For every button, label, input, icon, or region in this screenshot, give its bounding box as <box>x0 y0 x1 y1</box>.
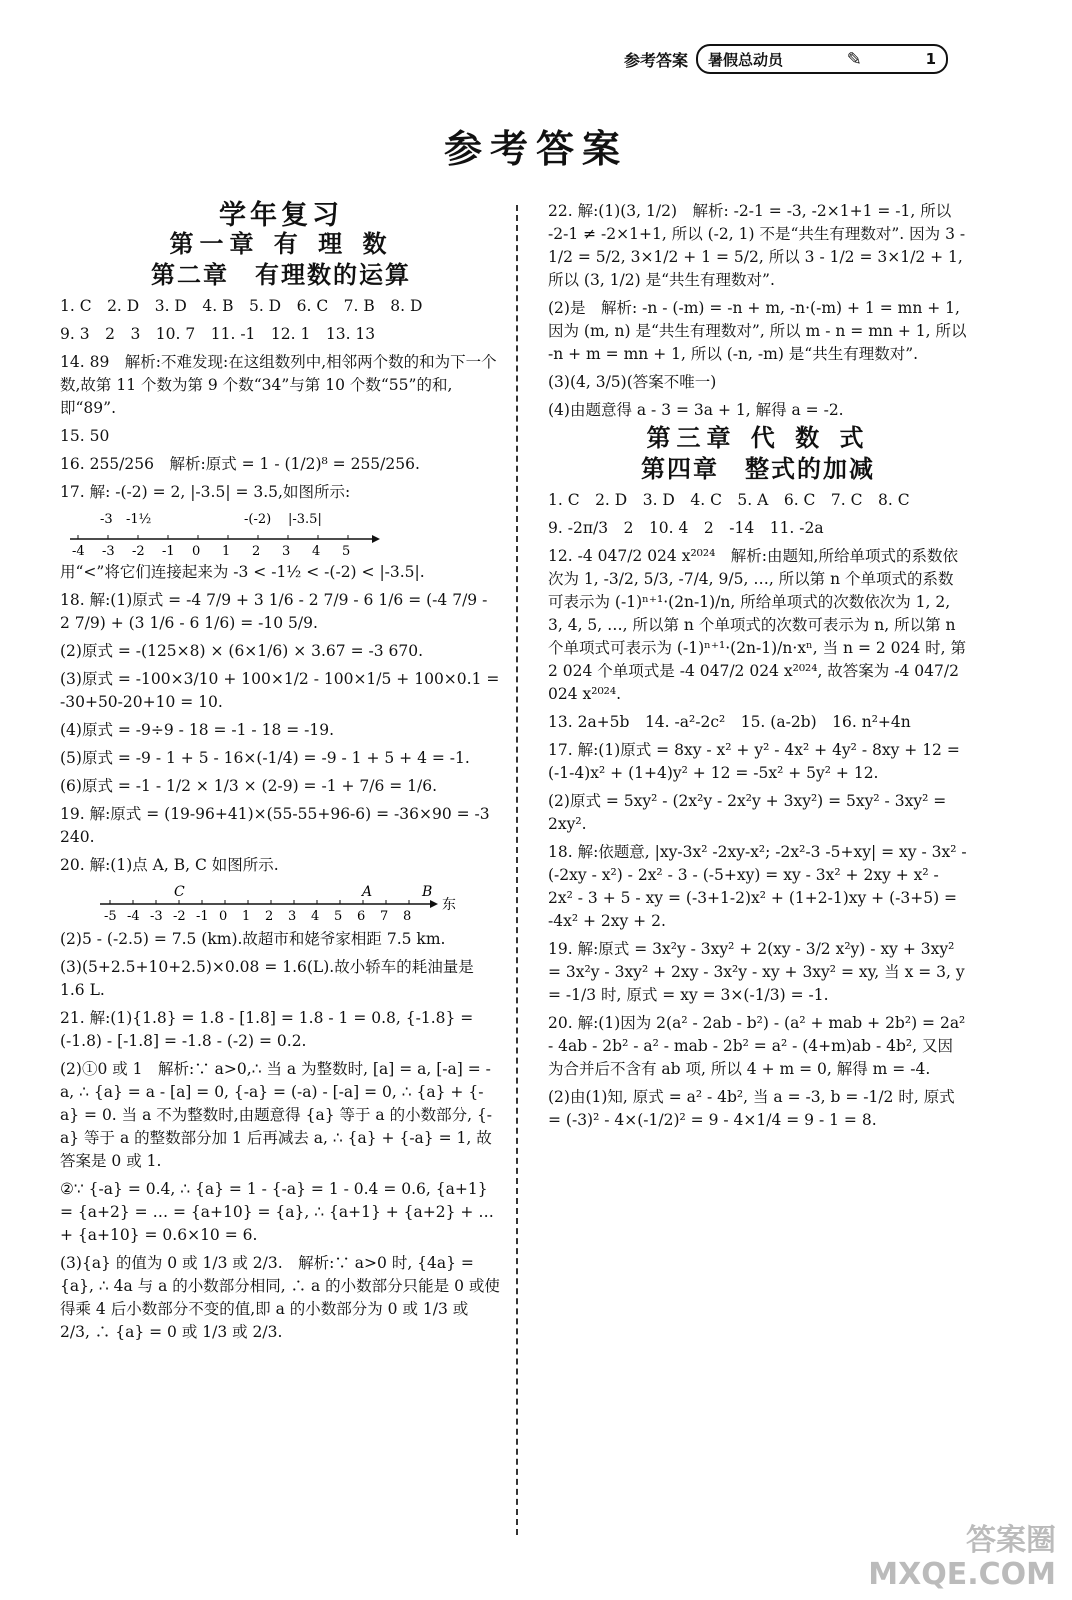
answer-line: 18. 解:(1)原式 = -4 7/9 + 3 1/6 - 2 7/9 - 6 1/6 = (-4 7/9 - 2 7/9) + (3 1/6 - 6 1/6) = -10 5/9. <box>60 591 488 632</box>
answer-line: 1. C 2. D 3. D 4. B 5. D 6. C 7. B 8. D <box>60 297 423 315</box>
tick-label: 4 <box>311 909 320 924</box>
answer-line: (2)①0 或 1 解析:∵ a>0,∴ 当 a 为整数时, [a] = a, [-a] = -a, ∴ {a} = a - [a] = 0, {-a} = (-a) - [-a] = 0, ∴ {a} + {-a} = 0. 当 a 不为整数时,由题意得 {a} 等于 a 的小数部分, {-a} 等于 a 的整数部分加 1 后再减去 a, ∴ {a} + {-a} = 1, 故答案是 0 或 1. <box>60 1060 493 1170</box>
chapter-2-heading: 第二章 有理数的运算 <box>151 261 411 289</box>
answer-line: 18. 解:依题意, |xy-3x² -2xy-x²; -2x²-3 -5+xy| = xy - 3x² - (-2xy - x²) - 2x² - 3 - (-5+xy) = xy - 3x² + 2xy + x² - 2x² - 3 + 5 - xy = (-3+1-2)x² + (1+2-1)xy + (-3+5) = -4x² + 2xy + 2. <box>548 843 967 930</box>
left-column <box>60 200 502 1349</box>
answer-line: ②∵ {-a} = 0.4, ∴ {a} = 1 - {-a} = 1 - 0.4 = 0.6, {a+1} = {a+2} = … = {a+10} = {a}, ∴ {a+1} + {a+2} + … + {a+10} = 0.6×10 = 6. <box>60 1180 494 1244</box>
answer-line: (2)由(1)知, 原式 = a² - 4b², 当 a = -3, b = -1/2 时, 原式 = (-3)² - 4×(-1/2)² = 9 - 4×1/4 = 9 - 1 = 8. <box>548 1088 955 1129</box>
right-column <box>548 200 968 1137</box>
tick-label: -4 <box>72 544 85 559</box>
answer-line: (2)5 - (-2.5) = 7.5 (km).故超市和姥爷家相距 7.5 km. <box>60 930 446 948</box>
answer-line: (2)原式 = 5xy² - (2x²y - 2x²y + 3xy²) = 5xy² - 3xy² = 2xy². <box>548 792 947 833</box>
chapter-3-heading: 第三章 代 数 式 <box>646 424 870 452</box>
point-b-label: B <box>422 884 433 900</box>
watermark-line-2: MXQE.COM <box>868 1557 1056 1592</box>
answer-line: 19. 解:原式 = (19-96+41)×(55-55+96-6) = -36×90 = -3 240. <box>60 805 490 846</box>
header-answer-label: 参考答案 <box>624 50 689 70</box>
answer-line: 16. 255/256 解析:原式 = 1 - (1/2)⁸ = 255/256. <box>60 455 420 473</box>
answer-line: 20. 解:(1)因为 2(a² - 2ab - b²) - (a² + mab + 2b²) = 2a² - 4ab - 2b² - a² - mab - 2b² = a² - (4+m)ab - 4b², 又因为合并后不含有 ab 项, 所以 4 + m = 0, 解得 m = -4. <box>548 1014 966 1078</box>
tick-label: -5 <box>104 909 117 924</box>
number-line-1-svg <box>60 509 380 561</box>
tick-label: -3 <box>102 544 115 559</box>
answer-line: 20. 解:(1)点 A, B, C 如图所示. <box>60 856 279 874</box>
tick-label: -2 <box>132 544 145 559</box>
point-a-label: A <box>362 884 373 900</box>
tick-label: 0 <box>219 909 228 924</box>
tick-label: -1 <box>162 544 175 559</box>
nl1-label-abs35: |-3.5| <box>288 512 322 527</box>
answer-line: 13. 2a+5b 14. -a²-2c² 15. (a-2b) 16. n²+4n <box>548 713 911 731</box>
page-header <box>624 44 948 74</box>
answer-line: 12. -4 047/2 024 x²⁰²⁴ 解析:由题知,所给单项式的系数依次为 1, -3/2, 5/3, -7/4, 9/5, …, 所以第 n 个单项式的系数可表示为 (-1)ⁿ⁺¹·(2n-1)/n, 所给单项式的次数依次为 1, 2, 3, 4, 5, …, 所以第 n 个单项式的次数可表示为 n, 所以第 n 个单项式可表示为 (-1)ⁿ⁺¹·(2n-1)/n·xⁿ, 当 n = 2 024 时, 第 2 024 个单项式是 -4 047/2 024 x²⁰²⁴, 故答案为 -4 047/2 024 x²⁰²⁴. <box>548 547 967 703</box>
tick-label: 2 <box>252 544 261 559</box>
number-line-2-svg <box>60 882 460 928</box>
tick-label: 2 <box>265 909 274 924</box>
answer-line: (3)(4, 3/5)(答案不唯一) <box>548 373 717 391</box>
point-c-label: C <box>174 884 185 900</box>
answer-line: (6)原式 = -1 - 1/2 × 1/3 × (2-9) = -1 + 7/6 = 1/6. <box>60 777 438 795</box>
answer-line: 用“<”将它们连接起来为 -3 < -1½ < -(-2) < |-3.5|. <box>60 563 425 581</box>
tick-label: 0 <box>192 544 201 559</box>
number-line-1 <box>60 509 502 561</box>
mascot-icon: ✎ <box>846 48 862 70</box>
answer-line: 17. 解:(1)原式 = 8xy - x² + y² - 4x² + 4y² - 8xy + 12 = (-1-4)x² + (1+4)y² + 12 = -5x² + 5y² + 12. <box>548 741 960 782</box>
tick-label: 7 <box>380 909 389 924</box>
answer-line: 1. C 2. D 3. D 4. C 5. A 6. C 7. C 8. C <box>548 491 910 509</box>
direction-east-label: 东 <box>442 897 456 913</box>
tick-label: 4 <box>312 544 321 559</box>
header-book-pill <box>696 44 948 74</box>
answer-line: 9. 3 2 3 10. 7 11. -1 12. 1 13. 13 <box>60 325 376 343</box>
answer-line: 19. 解:原式 = 3x²y - 3xy² + 2(xy - 3/2 x²y) - xy + 3xy² = 3x²y - 3xy² + 2xy - 3x²y - xy + 3xy² = xy, 当 x = 3, y = -1/3 时, 原式 = xy = 3×(-1/3) = -1. <box>548 940 965 1004</box>
watermark-line-1: 答案圈 <box>966 1523 1056 1558</box>
tick-label: -1 <box>196 909 209 924</box>
nl1-label-neg1half: -1½ <box>126 512 152 527</box>
watermark <box>868 1524 1056 1592</box>
answer-line: 21. 解:(1){1.8} = 1.8 - [1.8] = 1.8 - 1 = 0.8, {-1.8} = (-1.8) - [-1.8] = -1.8 - (-2) = 0.2. <box>60 1009 474 1050</box>
answer-line: (2)是 解析: -n - (-m) = -n + m, -n·(-m) + 1 = mn + 1, 因为 (m, n) 是“共生有理数对”, 所以 m - n = mn + 1, 所以 -n + m = mn + 1, 所以 (-n, -m) 是“共生有理数对”. <box>548 299 967 363</box>
section-title: 学年复习 <box>219 200 343 231</box>
tick-label: 3 <box>282 544 291 559</box>
page-number: 1 <box>925 50 936 68</box>
tick-label: 3 <box>288 909 297 924</box>
number-line-2 <box>60 882 502 928</box>
tick-label: -3 <box>150 909 163 924</box>
answer-line: 15. 50 <box>60 427 110 445</box>
tick-label: -4 <box>127 909 140 924</box>
answer-line: (4)由题意得 a - 3 = 3a + 1, 解得 a = -2. <box>548 401 844 419</box>
answer-line: 17. 解: -(-2) = 2, |-3.5| = 3.5,如图所示: <box>60 483 351 501</box>
answer-line: 22. 解:(1)(3, 1/2) 解析: -2-1 = -3, -2×1+1 = -1, 所以 -2-1 ≠ -2×1+1, 所以 (-2, 1) 不是“共生有理数对”. 因为 3 - 1/2 = 5/2, 3×1/2 + 1 = 5/2, 所以 3 - 1/2 = 3×1/2 + 1, 所以 (3, 1/2) 是“共生有理数对”. <box>548 202 966 289</box>
answer-line: 14. 89 解析:不难发现:在这组数列中,相邻两个数的和为下一个数,故第 11 个数为第 9 个数“34”与第 10 个数“55”的和,即“89”. <box>60 353 497 417</box>
answer-line: (2)原式 = -(125×8) × (6×1/6) × 3.67 = -3 670. <box>60 642 424 660</box>
answer-line: (3)原式 = -100×3/10 + 100×1/2 - 100×1/5 + 100×0.1 = -30+50-20+10 = 10. <box>60 670 500 711</box>
tick-label: 6 <box>357 909 366 924</box>
tick-label: 1 <box>242 909 251 924</box>
tick-label: 5 <box>342 544 351 559</box>
answer-line: (3)(5+2.5+10+2.5)×0.08 = 1.6(L).故小轿车的耗油量是 1.6 L. <box>60 958 474 999</box>
answer-line: (3){a} 的值为 0 或 1/3 或 2/3. 解析:∵ a>0 时, {4a} = {a}, ∴ 4a 与 a 的小数部分相同, ∴ a 的小数部分只能是 0 或使得乘 4 后小数部分不变的值,即 a 的小数部分为 0 或 1/3 或 2/3, ∴ {a} = 0 或 1/3 或 2/3. <box>60 1254 500 1341</box>
nl1-label-neg3: -3 <box>100 512 113 527</box>
tick-label: -2 <box>173 909 186 924</box>
chapter-4-heading: 第四章 整式的加减 <box>641 455 875 483</box>
nl1-label-neg-neg2: -(-2) <box>244 512 272 527</box>
answer-line: (4)原式 = -9÷9 - 18 = -1 - 18 = -19. <box>60 721 335 739</box>
chapter-1-heading: 第一章 有 理 数 <box>169 230 393 258</box>
answer-line: (5)原式 = -9 - 1 + 5 - 16×(-1/4) = -9 - 1 + 5 + 4 = -1. <box>60 749 470 767</box>
header-book-name: 暑假总动员 <box>708 50 784 69</box>
tick-label: 1 <box>222 544 231 559</box>
answer-line: 9. -2π/3 2 10. 4 2 -14 11. -2a <box>548 519 824 537</box>
page-title: 参考答案 <box>443 127 628 171</box>
tick-label: 8 <box>403 909 412 924</box>
column-divider <box>516 205 518 1535</box>
tick-label: 5 <box>334 909 343 924</box>
